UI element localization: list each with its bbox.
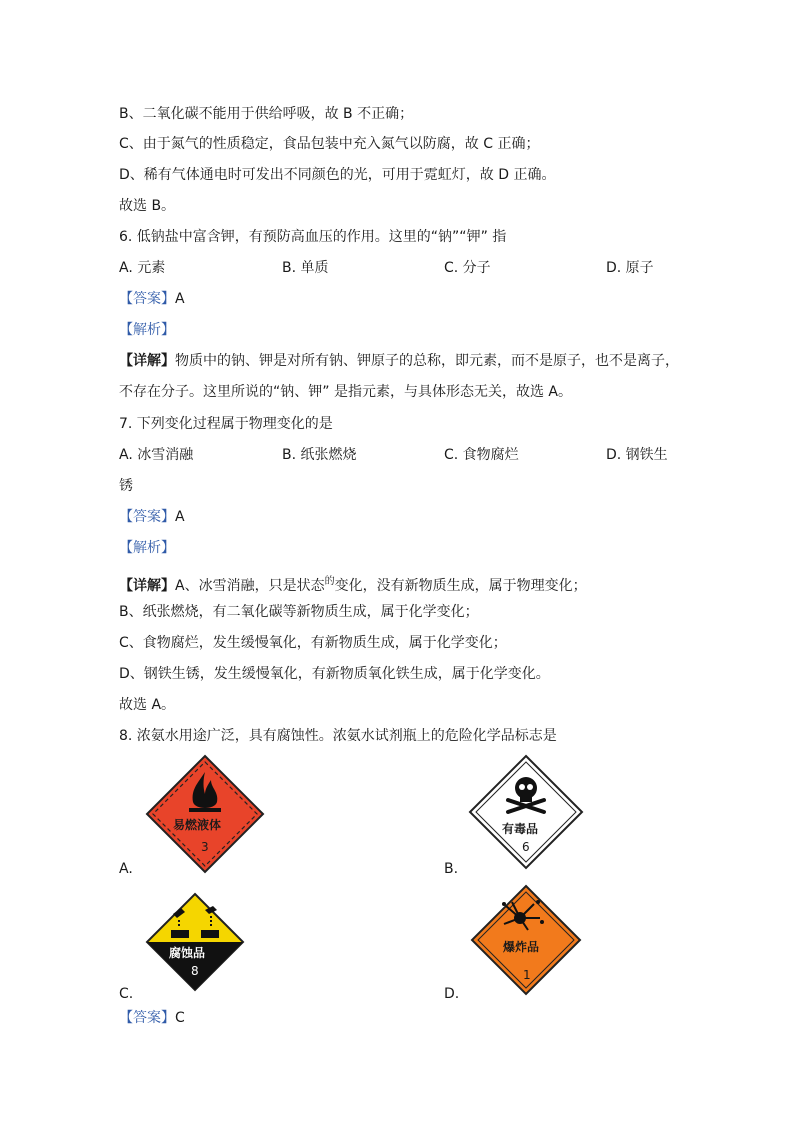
detail-tag: 【详解】 [119, 353, 175, 369]
sign-corrosive [145, 892, 245, 992]
q7-detail-b: B、纸张燃烧，有二氧化碳等新物质生成，属于化学变化； [119, 604, 479, 620]
q6-answer [119, 289, 185, 309]
q7-option-b: B. 纸张燃烧 [282, 447, 357, 463]
q7-option-d-wrap: 锈 [119, 478, 133, 494]
q7-detail-a [119, 572, 587, 596]
q6-option-d: D. 原子 [606, 260, 654, 276]
prev-answer-line-d: D、稀有气体通电时可发出不同颜色的光，可用于霓虹灯，故 D 正确。 [119, 167, 556, 183]
sign-explosive [470, 884, 582, 996]
sign-label: 腐蚀品 [169, 946, 206, 960]
option-d-label: D. [444, 986, 460, 1002]
answer-tag: 【答案】 [119, 1010, 175, 1026]
sign-number: 1 [523, 968, 531, 982]
question-7: 7. 下列变化过程属于物理变化的是 [119, 416, 333, 432]
q6-detail-2: 不存在分子。这里所说的“钠、钾” 是指元素，与具体形态无关，故选 A。 [119, 384, 572, 400]
sign-number: 3 [201, 840, 209, 854]
q7-option-c: C. 食物腐烂 [444, 447, 519, 463]
q7-answer [119, 507, 185, 527]
answer-tag: 【答案】 [119, 509, 175, 525]
prev-answer-line-c: C、由于氮气的性质稳定，食品包装中充入氮气以防腐，故 C 正确； [119, 136, 540, 152]
answer-value: C [175, 1010, 185, 1026]
detail-text-a2: 变化，没有新物质生成，属于物理变化； [334, 578, 587, 594]
q7-analysis-tag: 【解析】 [119, 540, 175, 556]
answer-tag: 【答案】 [119, 291, 175, 307]
q6-option-b: B. 单质 [282, 260, 329, 276]
prev-answer-line-b: B、二氧化碳不能用于供给呼吸，故 B 不正确； [119, 106, 414, 122]
detail-text: 物质中的钠、钾是对所有钠、钾原子的总称，即元素，而不是原子，也不是离子， [175, 353, 679, 369]
flammable-diamond-icon [145, 754, 265, 874]
sign-flammable-liquid [145, 754, 265, 874]
sign-toxic [468, 754, 584, 870]
sign-label: 易燃液体 [173, 818, 222, 832]
sign-label: 有毒品 [502, 822, 539, 836]
q7-detail-d: D、钢铁生锈，发生缓慢氧化，有新物质氧化铁生成，属于化学变化。 [119, 666, 550, 682]
q6-option-a: A. 元素 [119, 260, 166, 276]
q6-detail-1 [119, 351, 679, 371]
q7-option-a: A. 冰雪消融 [119, 447, 194, 463]
option-c-label: C. [119, 986, 134, 1002]
q7-conclusion: 故选 A。 [119, 697, 176, 713]
detail-text-a1: A、冰雪消融，只是状态 [175, 578, 325, 594]
answer-value: A [175, 509, 185, 525]
q7-option-d: D. 钢铁生 [606, 447, 668, 463]
sign-label: 爆炸品 [503, 940, 540, 954]
question-8: 8. 浓氨水用途广泛，具有腐蚀性。浓氨水试剂瓶上的危险化学品标志是 [119, 728, 557, 744]
sign-number: 6 [522, 840, 530, 854]
q6-analysis-tag: 【解析】 [119, 322, 175, 338]
answer-value: A [175, 291, 185, 307]
q8-answer [119, 1008, 185, 1028]
q7-detail-c: C、食物腐烂，发生缓慢氧化，有新物质生成，属于化学变化； [119, 635, 507, 651]
question-6: 6. 低钠盐中富含钾，有预防高血压的作用。这里的“钠”“钾” 指 [119, 229, 507, 245]
option-a-label: A. [119, 861, 133, 877]
option-b-label: B. [444, 861, 459, 877]
detail-superscript: 的 [324, 576, 335, 587]
detail-tag: 【详解】 [119, 578, 175, 594]
sign-number: 8 [191, 964, 199, 978]
q6-option-c: C. 分子 [444, 260, 491, 276]
prev-conclusion: 故选 B。 [119, 198, 176, 214]
